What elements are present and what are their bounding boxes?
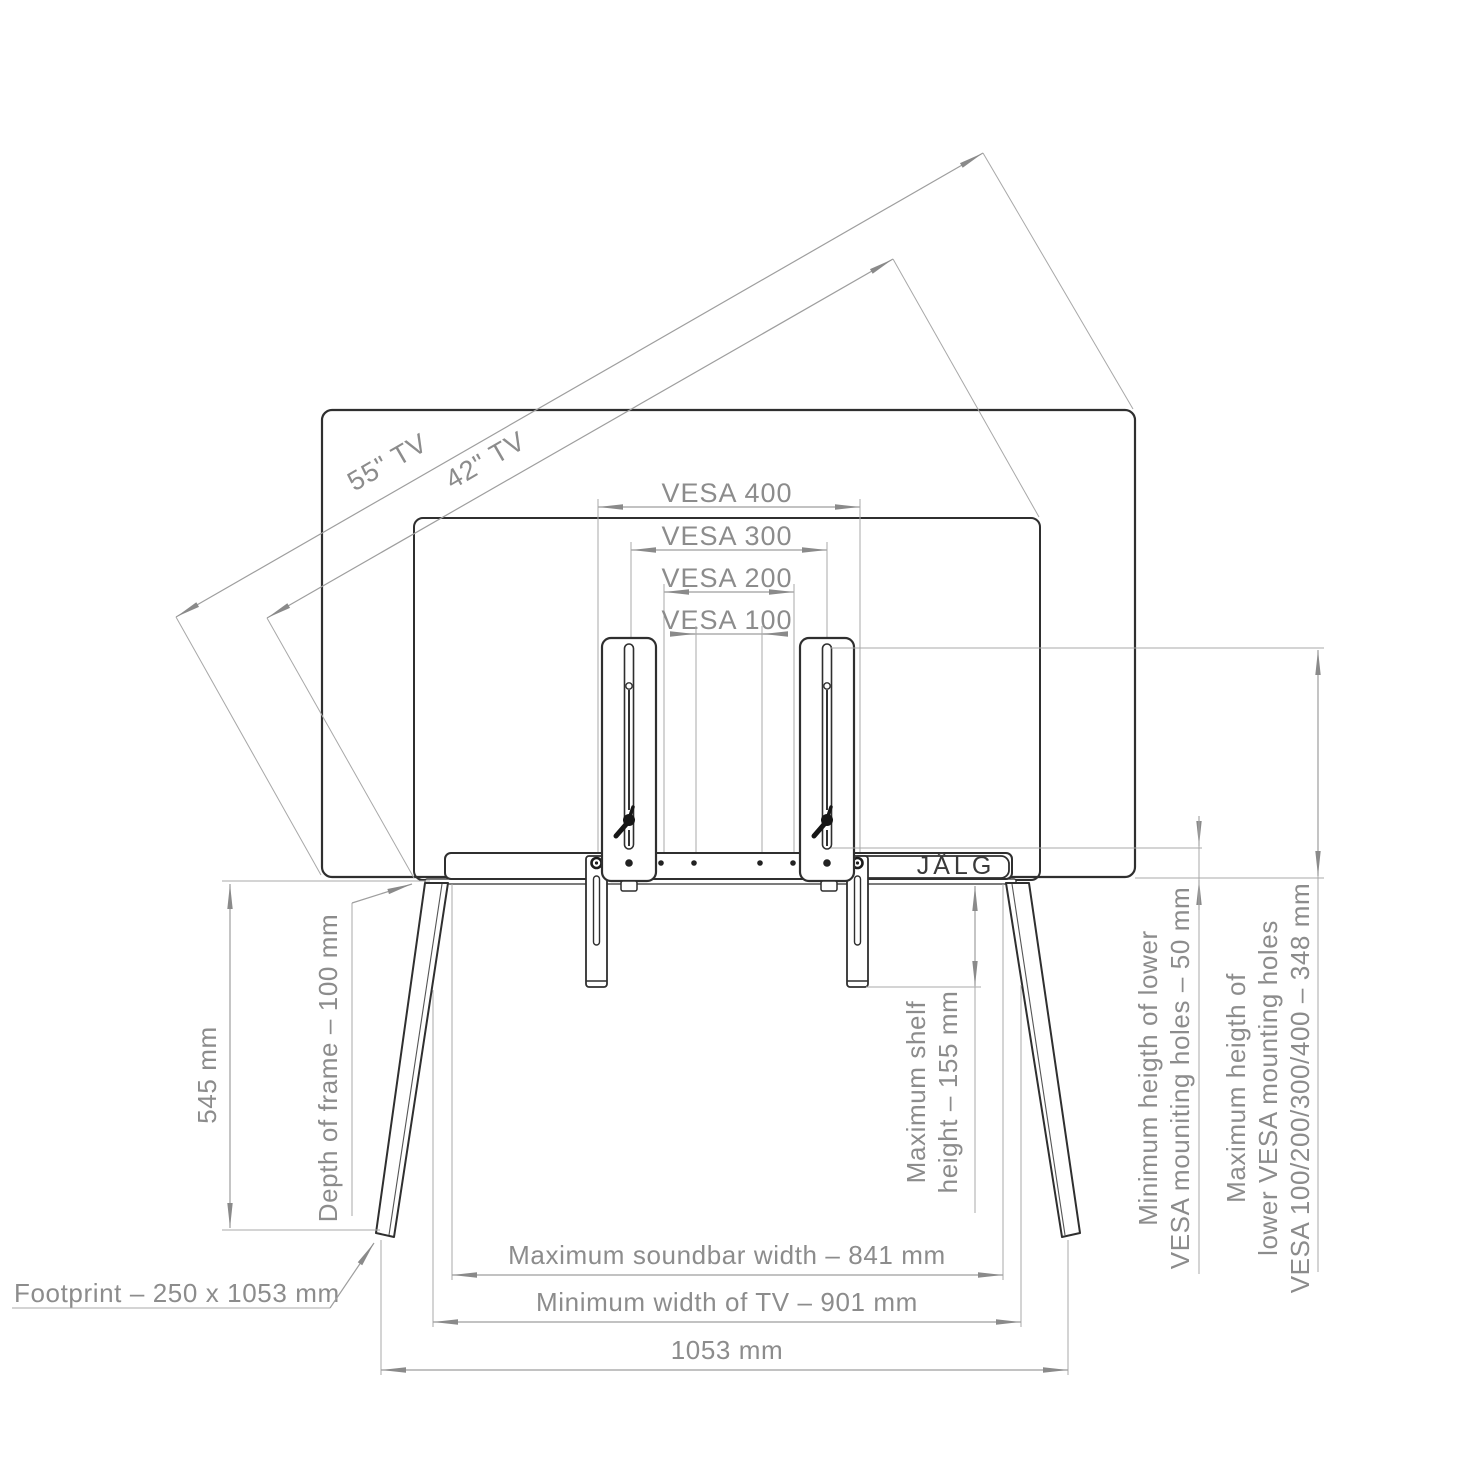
vesa-100-label: VESA 100 (661, 605, 793, 635)
max-vesa-label-line3: VESA 100/200/300/400 – 348 mm (1285, 882, 1315, 1294)
footprint-label: Footprint – 250 x 1053 mm (14, 1278, 340, 1308)
soundbar-width-label: Maximum soundbar width – 841 mm (508, 1240, 946, 1270)
leg-right (1006, 883, 1080, 1237)
bar-hole (757, 860, 763, 866)
tv-55-label: 55" TV (342, 427, 433, 497)
min-vesa-label-line2: VESA mouniting holes – 50 mm (1165, 886, 1195, 1270)
dimension-shelf-height (866, 886, 981, 1213)
tv-42-label: 42" TV (440, 425, 531, 495)
vesa-200-label: VESA 200 (661, 563, 793, 593)
leg-left (376, 883, 448, 1237)
bar-hole (658, 860, 664, 866)
dimension-max-vesa-height (1221, 650, 1318, 1293)
dimension-min-vesa-height (1133, 816, 1199, 1274)
dimension-footprint (12, 1243, 374, 1308)
vesa-rail-right (800, 638, 854, 891)
min-tv-width-label: Minimum width of TV – 901 mm (536, 1287, 918, 1317)
vesa-300-label: VESA 300 (661, 521, 793, 551)
max-vesa-label-line1: Maximum heigth of (1221, 973, 1251, 1203)
height-545-label: 545 mm (192, 1026, 222, 1124)
min-vesa-label-line1: Minimum heigth of lower (1133, 930, 1163, 1226)
brand-logo: JÂLG (916, 852, 996, 880)
bar-hole (691, 860, 697, 866)
max-vesa-label-line2: lower VESA mounting holes (1253, 920, 1283, 1256)
depth-of-frame-label: Depth of frame – 100 mm (313, 913, 343, 1223)
vesa-400-label: VESA 400 (661, 478, 793, 508)
total-width-label: 1053 mm (670, 1335, 784, 1365)
shelf-height-label-line1: Maximum shelf (901, 1000, 931, 1184)
vesa-rail-left (602, 638, 656, 891)
bar-hole (790, 860, 796, 866)
shelf-height-label-line2: height – 155 mm (933, 990, 963, 1194)
right-reference-lines (831, 648, 1324, 878)
